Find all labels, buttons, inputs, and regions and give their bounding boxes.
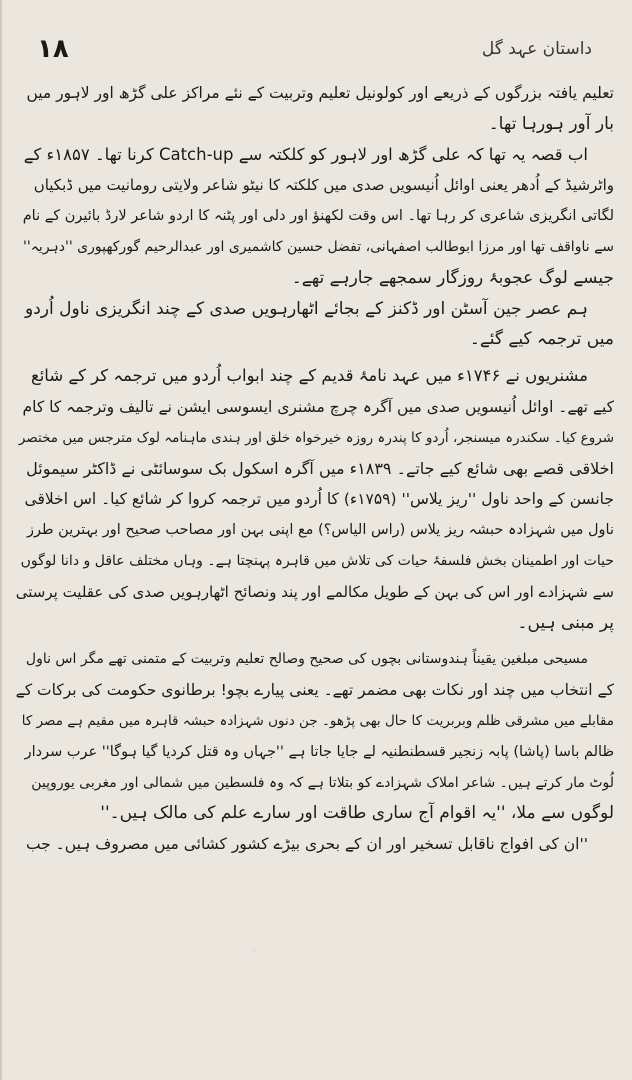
text-line: میں ترجمہ کیے گئے۔ (469, 329, 614, 350)
text-line: لگاتی انگریزی شاعری کر رہا تھا۔ اس وقت لکھنؤ اور دلی اور پٹنہ کا اردو شاعر لارڈ بائیرن کے نام (22, 208, 614, 225)
body-text (16, 78, 614, 860)
text-line: جیسے لوگ عجوبۂ روزگار سمجھے جارہے تھے۔ (291, 267, 614, 288)
text-line: کے انتخاب میں چند اور نکات بھی مضمر تھے۔ یعنی پیارے بچو! برطانوی حکومت کی برکات کے (16, 681, 614, 700)
page-number: ۱۸ (37, 34, 69, 64)
text-line: شروع کیا۔ سکندرہ میسنجر، اُردو کا پندرہ روزہ خیرخواہ خلق اور ہندی ماہنامہ لوک مترجس میں مختصر (18, 429, 614, 446)
text-line: اخلاقی قصے بھی شائع کیے جاتے۔ ۱۸۳۹ء میں آگرہ اسکول بک سوسائٹی نے ڈاکٹر سیموئل (26, 458, 614, 478)
text-line: واٹرشیڈ کے اُدھر یعنی اوائل اُنیسویں صدی میں کلکتہ کا نیٹو شاعر ولایتی رومانیت میں ڈبکیاں (33, 176, 614, 195)
text-line: ہم عصر جین آسٹن اور ڈکنز کے بجائے اٹھارہویں صدی کے چند انگریزی ناول اُردو (25, 298, 588, 319)
text-line: مشنریوں نے ۱۷۴۶ء میں عہد نامۂ قدیم کے چند ابواب اُردو میں ترجمہ کر کے شائع (30, 366, 588, 386)
text-line: بار آور ہورہا تھا۔ (488, 113, 614, 134)
text-line: مسیحی مبلغین یقیناً ہندوستانی بچوں کی صحیح وصالح تعلیم وتربیت کے متمنی تھے مگر اس ناول (25, 651, 588, 668)
text-line: اب قصہ یہ تھا کہ علی گڑھ اور لاہور کو کلکتہ سے Catch-up کرنا تھا۔ ۱۸۵۷ء کے (23, 144, 588, 164)
text-line: ناول میں شہزادہ حبشہ ریز یلاس (راس الیاس؟) مع اپنی بہن اور مصاحب صحیح اور بہترین طرز (27, 522, 614, 539)
text-line: پر مبنی ہیں۔ (517, 612, 614, 633)
running-title: داستان عہد گل (481, 39, 592, 59)
text-line: مقابلے میں مشرقی ظلم وبربریت کا حال بھی پڑھو۔ جن دنوں شہزادہ حبشہ قاہرہ میں مقیم ہے مصر کا (21, 712, 614, 729)
page-header (2, 34, 632, 78)
text-line: جانسن کے واحد ناول ''ریز یلاس'' (۱۷۵۹ء) کا اُردو میں ترجمہ کروا کر شائع کیا۔ اس اخلاقی (24, 490, 614, 509)
text-line: لوگوں سے ملا، ''یہ اقوام آج ساری طاقت اور سارے علم کی مالک ہیں۔'' (100, 803, 614, 824)
text-line: ظالم باسا (پاشا) پابہ زنجیر قسطنطنیہ لے جایا جاتا ہے ''جہاں وہ قتل کردیا گیا ہوگا'' عرب سردار (24, 743, 614, 760)
text-line: کیے تھے۔ اوائل اُنیسویں صدی میں آگرہ چرچ مشنری ایسوسی ایشن نے تالیف وترجمہ کا کام (22, 397, 614, 416)
text-line: سے شہزادے اور اس کی بہن کے طویل مکالمے اور پند ونصائح اٹھارہویں صدی کی عقلیت پرستی (16, 582, 614, 601)
text-line: حیات اور اطمینان بخش فلسفۂ حیات کی تلاش میں قاہرہ پہنچتا ہے۔ وہاں مختلف عاقل و دانا لوگوں (20, 552, 614, 569)
text-line: سے ناواقف تھا اور مرزا ابوطالب اصفہانی، تفضل حسین کاشمیری اور عبدالرحیم گورکھپوری ''دہریہ'' (23, 238, 614, 255)
text-line: لُوٹ مار کرتے ہیں۔ شاعر املاک شہزادے کو بتلاتا ہے کہ وہ فلسطین میں شمالی اور مغربی یوروپین (31, 774, 614, 791)
text-line: تعلیم یافتہ بزرگوں کے ذریعے اور کولونیل تعلیم وتربیت کے نئے مراکز علی گڑھ اور لاہور میں (26, 84, 614, 102)
text-line: ''ان کی افواج ناقابل تسخیر اور ان کے بحری بیڑے کشور کشائی میں مصروف ہیں۔ جب (25, 835, 588, 854)
